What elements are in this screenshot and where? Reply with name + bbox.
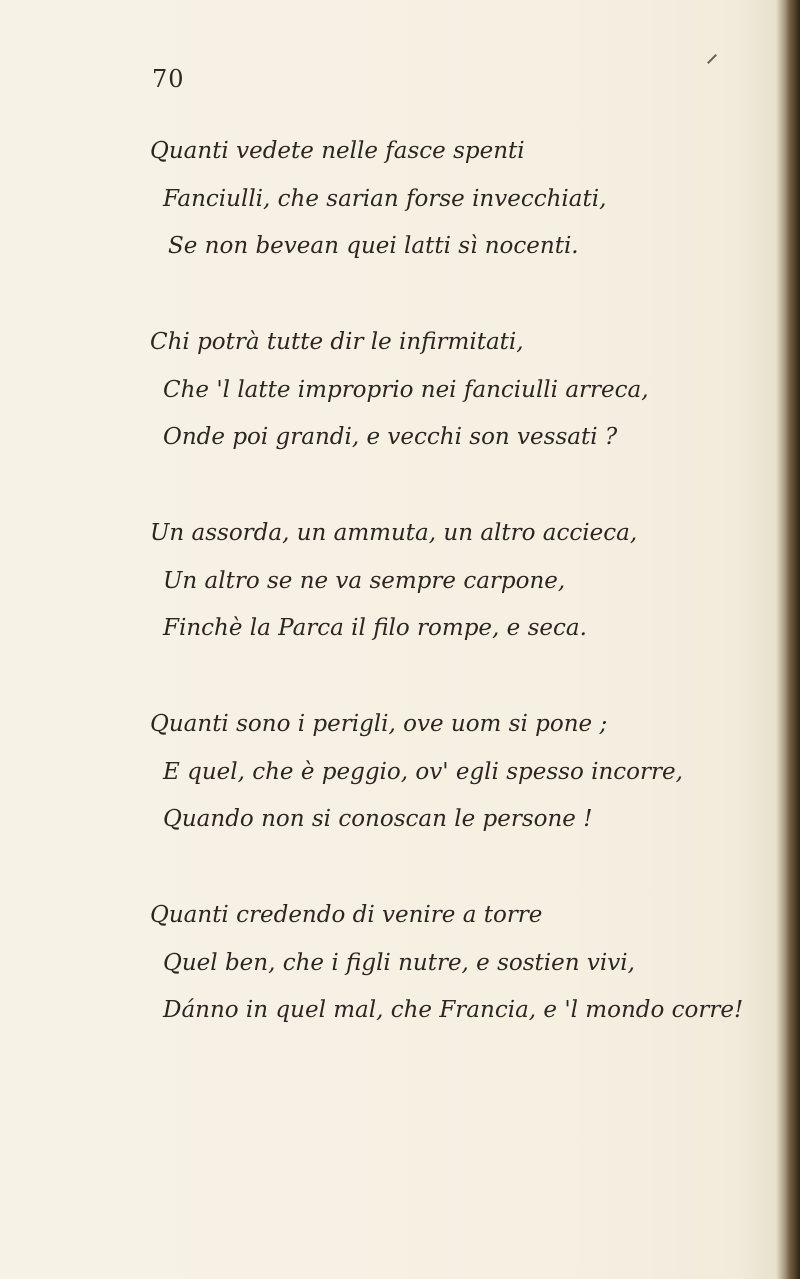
poem-line: Un altro se ne va sempre carpone, [163,568,566,594]
poem-line: Chi potrà tutte dir le infirmitati, [150,329,524,355]
poem-line: Quanti vedete nelle fasce spenti [150,138,525,164]
poem-line: Quando non si conoscan le persone ! [163,806,593,832]
poem-line: Dánno in quel mal, che Francia, e 'l mondo corre! [163,997,744,1023]
poem-line: Quel ben, che i figli nutre, e sostien vivi, [163,950,635,976]
poem-line: Se non bevean quei latti sì nocenti. [168,233,579,259]
poem-line: Un assorda, un ammuta, un altro accieca, [150,520,638,546]
poem-line: E quel, che è peggio, ov' egli spesso incorre, [163,759,683,785]
poem-line: Fanciulli, che sarian forse invecchiati, [163,186,607,212]
poem-line: Quanti sono i perigli, ove uom si pone ; [150,711,608,737]
poem-line: Onde poi grandi, e vecchi son vessati ? [163,424,618,450]
page-edge-shadow [786,0,800,1279]
page-number: 70 [152,65,185,93]
poem-line: Finchè la Parca il filo rompe, e seca. [163,615,587,641]
poem-line: Quanti credendo di venire a torre [150,902,543,928]
poem-line: Che 'l latte improprio nei fanciulli arreca, [163,377,649,403]
